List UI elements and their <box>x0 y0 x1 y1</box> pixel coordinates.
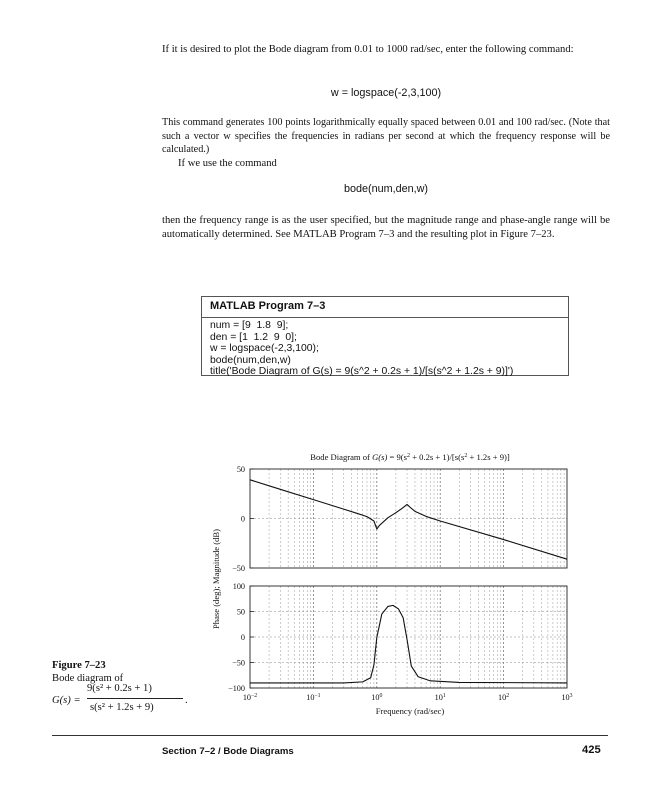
program-title: MATLAB Program 7–3 <box>202 297 568 318</box>
magnitude-y-tick-label: 50 <box>236 465 245 474</box>
figure-number: Figure 7–23 <box>52 660 106 671</box>
command-bode: bode(num,den,w) <box>343 183 429 195</box>
x-tick-label: $10^0$ <box>371 693 383 702</box>
magnitude-y-tick-label: −50 <box>232 564 245 573</box>
x-tick-label: $10^{-2}$ <box>242 693 258 702</box>
code-line: num = [9 1.8 9]; <box>210 320 289 331</box>
x-tick-label: $10^3$ <box>561 693 573 702</box>
footer-rule <box>52 735 608 736</box>
paragraph-4: then the frequency range is as the user specified, but the magnitude range and phase-angle range will be automatically determined. See MATLAB Program 7–3 and the resulting plot in Figure 7–23. <box>162 215 610 240</box>
x-tick-label: $10^{-1}$ <box>306 693 321 702</box>
paragraph-3: If we use the command <box>178 158 277 169</box>
code-line: w = logspace(-2,3,100); <box>210 343 319 355</box>
chart-title: Bode Diagram of $G(s) = 9(s^2 + 0.2s + 1)/[s(s^2 + 1.2s + 9)]$ <box>310 452 510 462</box>
transfer-function-formula <box>52 683 192 723</box>
figure-description: Bode diagram of <box>52 672 124 684</box>
fraction-bar <box>87 698 183 699</box>
page-number: 425 <box>582 744 601 756</box>
magnitude-y-tick-label: 0 <box>240 514 245 524</box>
formula-numerator: 9(s² + 0.2s + 1) <box>87 683 152 694</box>
formula-lhs: G(s) = <box>52 695 81 706</box>
code-line: title('Bode Diagram of G(s) = 9(s^2 + 0.2s + 1)/[s(s^2 + 1.2s + 9)]') <box>210 366 514 378</box>
y-axis-label: Phase (deg); Magnitude (dB) <box>211 529 221 629</box>
phase-y-tick-label: 50 <box>236 607 245 617</box>
phase-curve <box>250 605 567 683</box>
formula-denominator: s(s² + 1.2s + 9) <box>90 702 154 713</box>
phase-y-tick-label: −100 <box>228 684 245 693</box>
command-logspace: w = logspace(-2,3,100) <box>330 87 442 99</box>
x-tick-label: $10^1$ <box>434 693 446 702</box>
paragraph-2: This command generates 100 points logarithmically equally spaced between 0.01 and 100 rad/sec. (Note that such a vector w specifies the frequencies in radians per second at which the frequency response will be calculated.) <box>162 117 610 156</box>
paragraph-1: If it is desired to plot the Bode diagram from 0.01 to 1000 rad/sec, enter the following command: <box>162 44 574 55</box>
formula-period: . <box>185 695 188 706</box>
x-axis-label: Frequency (rad/sec) <box>375 706 445 716</box>
phase-y-tick-label: 100 <box>232 582 245 591</box>
code-line: den = [1 1.2 9 0]; <box>210 331 297 343</box>
figure-caption <box>52 660 202 685</box>
footer-section: Section 7–2 / Bode Diagrams <box>162 746 294 757</box>
x-tick-label: $10^2$ <box>498 693 510 702</box>
magnitude-curve <box>250 480 567 559</box>
phase-y-tick-label: 0 <box>240 633 245 642</box>
code-line: bode(num,den,w) <box>210 354 291 366</box>
phase-y-tick-label: −50 <box>232 658 245 668</box>
